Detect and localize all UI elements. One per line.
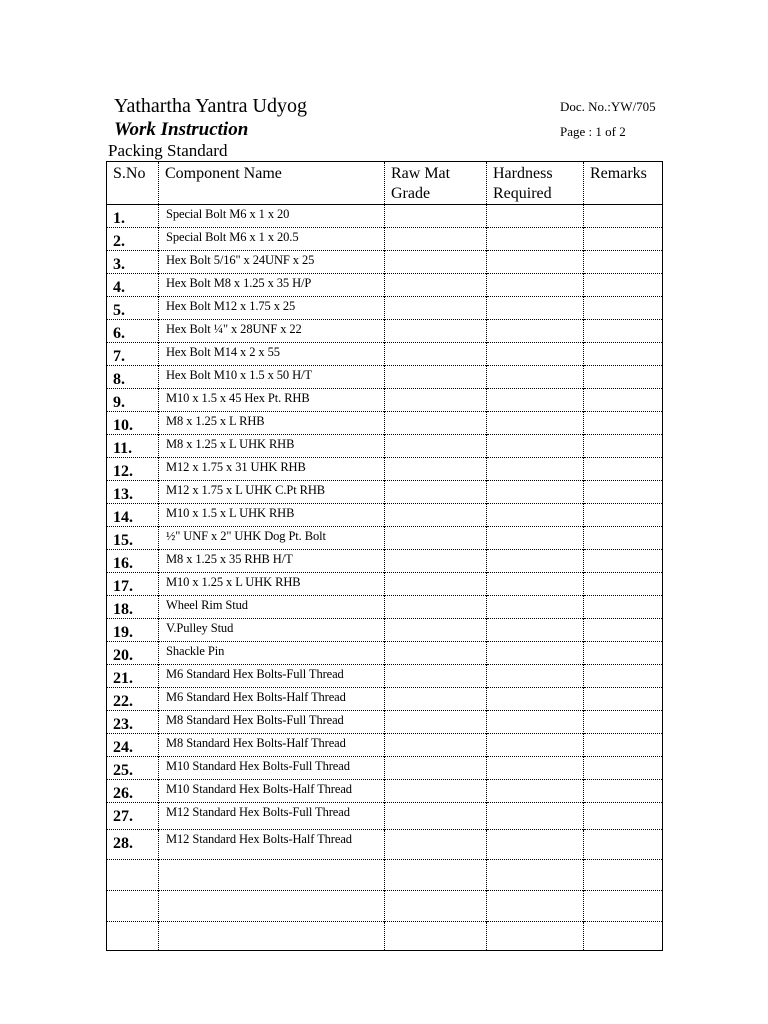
row-sno: 3. [107, 251, 159, 274]
row-hardness-required [487, 251, 584, 274]
row-remarks [584, 757, 663, 780]
row-hardness-required [487, 458, 584, 481]
row-hardness-required [487, 665, 584, 688]
row-remarks [584, 665, 663, 688]
row-raw-mat-grade [385, 205, 487, 228]
table-row [107, 481, 663, 504]
row-component-name [159, 860, 385, 891]
row-hardness-required [487, 412, 584, 435]
row-raw-mat-grade [385, 389, 487, 412]
row-remarks [584, 830, 663, 860]
table-row [107, 642, 663, 665]
row-remarks [584, 251, 663, 274]
row-remarks [584, 366, 663, 389]
column-header-raw-mat-grade: Raw Mat Grade [385, 162, 487, 205]
row-component-name: M12 x 1.75 x L UHK C.Pt RHB [159, 481, 385, 504]
row-remarks [584, 780, 663, 803]
row-hardness-required [487, 504, 584, 527]
column-header-hardness-required: Hardness Required [487, 162, 584, 205]
row-component-name: M10 Standard Hex Bolts-Half Thread [159, 780, 385, 803]
row-component-name: M12 x 1.75 x 31 UHK RHB [159, 458, 385, 481]
row-component-name: V.Pulley Stud [159, 619, 385, 642]
table-row [107, 711, 663, 734]
row-component-name: Hex Bolt M8 x 1.25 x 35 H/P [159, 274, 385, 297]
row-hardness-required [487, 642, 584, 665]
row-component-name: M10 x 1.5 x 45 Hex Pt. RHB [159, 389, 385, 412]
row-hardness-required [487, 481, 584, 504]
row-raw-mat-grade [385, 830, 487, 860]
row-component-name: M8 x 1.25 x 35 RHB H/T [159, 550, 385, 573]
row-raw-mat-grade [385, 527, 487, 550]
table-row [107, 297, 663, 320]
row-raw-mat-grade [385, 757, 487, 780]
row-remarks [584, 619, 663, 642]
table-row [107, 665, 663, 688]
row-component-name: Shackle Pin [159, 642, 385, 665]
row-hardness-required [487, 688, 584, 711]
row-sno: 7. [107, 343, 159, 366]
row-raw-mat-grade [385, 504, 487, 527]
row-raw-mat-grade [385, 891, 487, 922]
table-row [107, 228, 663, 251]
row-remarks [584, 860, 663, 891]
column-header-component-name: Component Name [159, 162, 385, 205]
row-raw-mat-grade [385, 366, 487, 389]
row-raw-mat-grade [385, 734, 487, 757]
row-raw-mat-grade [385, 251, 487, 274]
row-hardness-required [487, 573, 584, 596]
row-hardness-required [487, 366, 584, 389]
row-remarks [584, 228, 663, 251]
table-row [107, 803, 663, 830]
row-remarks [584, 389, 663, 412]
row-remarks [584, 550, 663, 573]
row-hardness-required [487, 860, 584, 891]
document-subtitle: Packing Standard [108, 141, 228, 160]
row-component-name [159, 922, 385, 951]
row-raw-mat-grade [385, 573, 487, 596]
row-hardness-required [487, 343, 584, 366]
row-remarks [584, 320, 663, 343]
row-remarks [584, 642, 663, 665]
row-component-name: M8 Standard Hex Bolts-Full Thread [159, 711, 385, 734]
row-remarks [584, 343, 663, 366]
row-component-name: M8 x 1.25 x L UHK RHB [159, 435, 385, 458]
document-number: Doc. No.:YW/705 [560, 99, 656, 114]
row-raw-mat-grade [385, 803, 487, 830]
row-component-name: M12 Standard Hex Bolts-Half Thread [159, 830, 385, 860]
column-header-sno: S.No [107, 162, 159, 205]
row-raw-mat-grade [385, 481, 487, 504]
row-hardness-required [487, 830, 584, 860]
row-hardness-required [487, 780, 584, 803]
row-remarks [584, 803, 663, 830]
table-header-row [107, 162, 663, 205]
row-sno [107, 922, 159, 951]
row-remarks [584, 205, 663, 228]
row-sno: 1. [113, 210, 125, 227]
row-hardness-required [487, 803, 584, 830]
company-name: Yathartha Yantra Udyog [114, 95, 307, 117]
row-hardness-required [487, 757, 584, 780]
row-component-name: Special Bolt M6 x 1 x 20 [159, 205, 385, 228]
table-row [107, 734, 663, 757]
table-row [107, 830, 663, 860]
row-hardness-required [487, 734, 584, 757]
table-row [107, 860, 663, 891]
row-hardness-required [487, 205, 584, 228]
row-component-name: M6 Standard Hex Bolts-Half Thread [159, 688, 385, 711]
row-remarks [584, 458, 663, 481]
table-row [107, 504, 663, 527]
row-sno: 25. [107, 757, 159, 780]
table-row [107, 550, 663, 573]
row-component-name: M12 Standard Hex Bolts-Full Thread [159, 803, 385, 830]
row-raw-mat-grade [385, 435, 487, 458]
row-raw-mat-grade [385, 458, 487, 481]
row-sno [107, 891, 159, 922]
table-row [107, 596, 663, 619]
table-row [107, 922, 663, 951]
row-component-name: Hex Bolt M12 x 1.75 x 25 [159, 297, 385, 320]
row-raw-mat-grade [385, 642, 487, 665]
row-remarks [584, 527, 663, 550]
row-hardness-required [487, 550, 584, 573]
table-row [107, 412, 663, 435]
row-raw-mat-grade [385, 274, 487, 297]
row-hardness-required [487, 435, 584, 458]
row-remarks [584, 435, 663, 458]
row-raw-mat-grade [385, 665, 487, 688]
row-sno: 17. [107, 573, 159, 596]
table-row [107, 619, 663, 642]
table-row [107, 757, 663, 780]
row-component-name: Hex Bolt 5/16" x 24UNF x 25 [159, 251, 385, 274]
row-sno: 21. [107, 665, 159, 688]
table-row [107, 891, 663, 922]
table-row [107, 205, 663, 228]
row-remarks [584, 481, 663, 504]
row-raw-mat-grade [385, 860, 487, 891]
row-hardness-required [487, 527, 584, 550]
row-hardness-required [487, 274, 584, 297]
table-row [107, 573, 663, 596]
row-hardness-required [487, 389, 584, 412]
row-raw-mat-grade [385, 343, 487, 366]
row-sno: 23. [107, 711, 159, 734]
table-row [107, 435, 663, 458]
row-hardness-required [487, 320, 584, 343]
row-raw-mat-grade [385, 922, 487, 951]
row-raw-mat-grade [385, 596, 487, 619]
row-hardness-required [487, 228, 584, 251]
table-row [107, 688, 663, 711]
row-component-name: Wheel Rim Stud [159, 596, 385, 619]
table-row [107, 320, 663, 343]
row-sno: 9. [107, 389, 159, 412]
table-row [107, 251, 663, 274]
row-raw-mat-grade [385, 711, 487, 734]
column-header-remarks: Remarks [584, 162, 663, 205]
packing-standard-table [106, 161, 663, 951]
row-sno: 26. [107, 780, 159, 803]
row-sno: 16. [107, 550, 159, 573]
row-component-name: Hex Bolt M10 x 1.5 x 50 H/T [159, 366, 385, 389]
row-sno: 10. [107, 412, 159, 435]
row-component-name: Hex Bolt ¼" x 28UNF x 22 [159, 320, 385, 343]
row-sno: 5. [107, 297, 159, 320]
row-sno: 12. [107, 458, 159, 481]
row-hardness-required [487, 596, 584, 619]
row-hardness-required [487, 711, 584, 734]
row-sno [107, 860, 159, 891]
row-remarks [584, 734, 663, 757]
row-sno: 13. [107, 481, 159, 504]
row-remarks [584, 922, 663, 951]
row-sno: 18. [107, 596, 159, 619]
row-component-name: M8 Standard Hex Bolts-Half Thread [159, 734, 385, 757]
row-hardness-required [487, 619, 584, 642]
row-remarks [584, 711, 663, 734]
row-sno: 28. [107, 830, 159, 860]
row-sno: 4. [107, 274, 159, 297]
page-number: Page : 1 of 2 [560, 124, 626, 139]
row-hardness-required [487, 297, 584, 320]
row-sno: 22. [107, 688, 159, 711]
row-remarks [584, 596, 663, 619]
row-raw-mat-grade [385, 550, 487, 573]
row-sno: 6. [107, 320, 159, 343]
row-sno: 15. [107, 527, 159, 550]
row-sno: 20. [107, 642, 159, 665]
row-component-name: M10 x 1.5 x L UHK RHB [159, 504, 385, 527]
table-row [107, 458, 663, 481]
row-raw-mat-grade [385, 688, 487, 711]
row-hardness-required [487, 891, 584, 922]
row-raw-mat-grade [385, 412, 487, 435]
row-raw-mat-grade [385, 228, 487, 251]
row-component-name: Hex Bolt M14 x 2 x 55 [159, 343, 385, 366]
row-component-name: ½" UNF x 2" UHK Dog Pt. Bolt [159, 527, 385, 550]
table-row [107, 274, 663, 297]
row-hardness-required [487, 922, 584, 951]
row-component-name: M8 x 1.25 x L RHB [159, 412, 385, 435]
table-row [107, 527, 663, 550]
table-row [107, 343, 663, 366]
row-component-name: M10 x 1.25 x L UHK RHB [159, 573, 385, 596]
row-raw-mat-grade [385, 619, 487, 642]
table-row [107, 389, 663, 412]
table-body [107, 205, 663, 951]
row-component-name: Special Bolt M6 x 1 x 20.5 [159, 228, 385, 251]
row-component-name: M10 Standard Hex Bolts-Full Thread [159, 757, 385, 780]
row-remarks [584, 504, 663, 527]
row-raw-mat-grade [385, 780, 487, 803]
document-title: Work Instruction [114, 119, 249, 140]
row-remarks [584, 688, 663, 711]
row-remarks [584, 297, 663, 320]
row-sno: 8. [107, 366, 159, 389]
row-sno: 27. [107, 803, 159, 830]
row-raw-mat-grade [385, 297, 487, 320]
row-remarks [584, 573, 663, 596]
table-row [107, 366, 663, 389]
row-remarks [584, 891, 663, 922]
row-component-name [159, 891, 385, 922]
row-remarks [584, 412, 663, 435]
row-sno: 19. [107, 619, 159, 642]
row-raw-mat-grade [385, 320, 487, 343]
row-sno: 2. [107, 228, 159, 251]
row-sno: 14. [107, 504, 159, 527]
row-sno: 24. [107, 734, 159, 757]
row-sno: 11. [107, 435, 159, 458]
row-component-name: M6 Standard Hex Bolts-Full Thread [159, 665, 385, 688]
table-row [107, 780, 663, 803]
row-remarks [584, 274, 663, 297]
